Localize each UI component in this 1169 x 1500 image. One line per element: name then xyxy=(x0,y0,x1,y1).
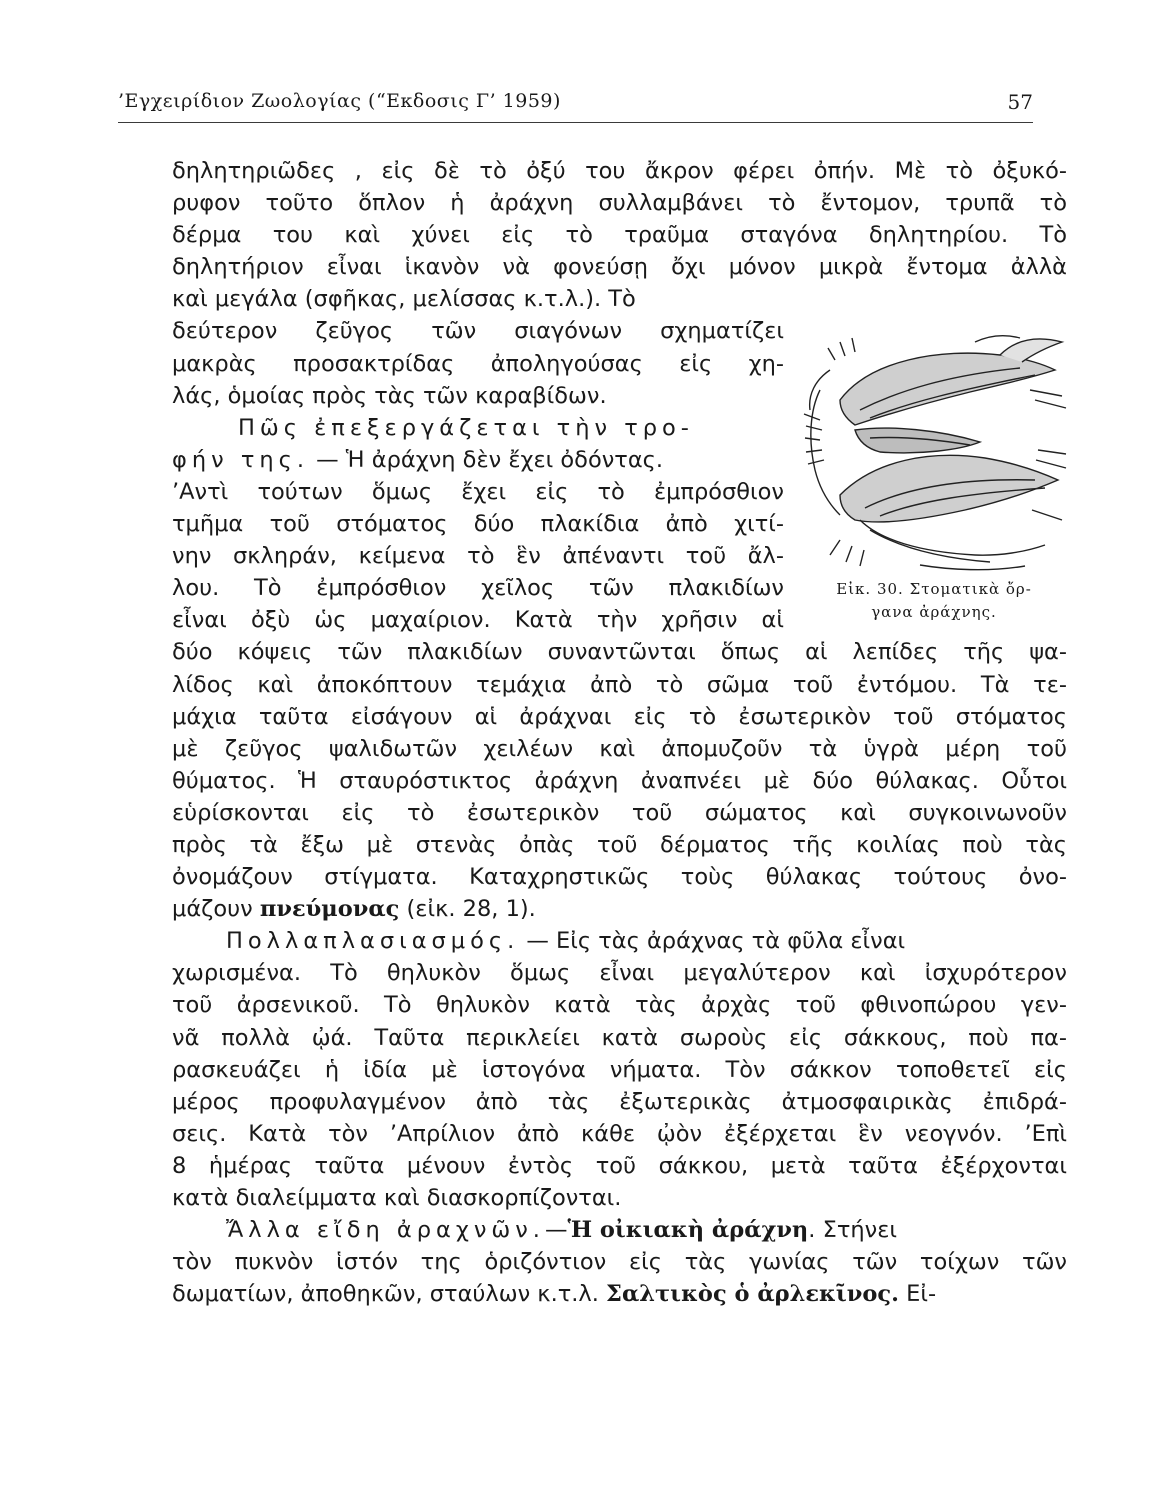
text-run: — Ἡ ἀράχνη δὲν ἔχει ὀδόντας. xyxy=(316,446,664,473)
text-line: δύο κόψεις τῶν πλακιδίων συναντῶνται ὅπως αἱ λεπίδες τῆς ψα- xyxy=(172,639,1067,666)
section-heading: Πολλαπλασιασμός. xyxy=(226,928,520,955)
text-line: λίδος καὶ ἀποκόπτουν τεμάχια ἀπὸ τὸ σῶμα τοῦ ἐντόμου. Τὰ τε- xyxy=(172,671,1067,698)
text-run: μάζουν xyxy=(172,896,260,923)
text-run: δωματίων, ἀποθηκῶν, σταύλων κ.τ.λ. xyxy=(172,1281,607,1308)
text-line: χωρισμένα. Τὸ θηλυκὸν ὅμως εἶναι μεγαλύτερον καὶ ἰσχυρότερον xyxy=(172,960,1067,987)
text-line: λάς, ὁμοίας πρὸς τὰς τῶν καραβίδων. xyxy=(172,382,607,409)
book-title: ’Εγχειρίδιον Ζωολογίας (“Εκδοσις Γ’ 1959) xyxy=(118,90,561,112)
section-heading: Πῶς ἐπεξεργάζεται τὴν τρο- xyxy=(238,414,694,441)
caption-line: Εἰκ. 30. Στοματικὰ ὄρ- xyxy=(836,580,1032,598)
text-line: τὸν πυκνὸν ἱστόν της ὁριζόντιον εἰς τὰς γωνίας τῶν τοίχων τῶν xyxy=(172,1249,1067,1276)
text-line: νην σκληράν, κείμενα τὸ ἓν ἀπέναντι τοῦ ἄλ- xyxy=(172,543,784,570)
text-line: δέρμα του καὶ χύνει εἰς τὸ τραῦμα σταγόνα δηλητηρίου. Τὸ xyxy=(172,222,1067,249)
bold-term: Ἡ οἰκιακὴ ἀράχνη xyxy=(567,1217,809,1244)
bold-term: Σαλτικὸς ὁ ἀρλεκῖνος. xyxy=(606,1281,899,1308)
text-line: τμῆμα τοῦ στόματος δύο πλακίδια ἀπὸ χιτί- xyxy=(172,511,784,538)
text-line xyxy=(172,925,1067,957)
text-line: θύματος. Ἡ σταυρόστικτος ἀράχνη ἀναπνέει μὲ δύο θύλακας. Οὗτοι xyxy=(172,767,1067,794)
text-line: λου. Τὸ ἐμπρόσθιον χεῖλος τῶν πλακιδίων xyxy=(172,575,784,602)
caption-line: γανα ἀράχνης. xyxy=(871,603,997,621)
body-text xyxy=(172,155,1067,1310)
text-line: νᾶ πολλὰ ᾠά. Ταῦτα περικλείει κατὰ σωροὺς εἰς σάκκους, ποὺ πα- xyxy=(172,1024,1067,1051)
text-line: μάχια ταῦτα εἰσάγουν αἱ ἀράχναι εἰς τὸ ἐσωτερικὸν τοῦ στόματος xyxy=(172,703,1067,730)
text-line: τοῦ ἀρσενικοῦ. Τὸ θηλυκὸν κατὰ τὰς ἀρχὰς τοῦ φθινοπώρου γεν- xyxy=(172,992,1067,1019)
text-line: μέρος προφυλαγμένον ἀπὸ τὰς ἐξωτερικὰς ἀτμοσφαιρικὰς ἐπιδρά- xyxy=(172,1088,1067,1115)
text-line: δηλητηριῶδες , εἰς δὲ τὸ ὀξύ του ἄκρον φέρει ὀπήν. Μὲ τὸ ὀξυκό- xyxy=(172,158,1067,184)
text-line xyxy=(172,1214,1067,1246)
text-line: κατὰ διαλείμματα καὶ διασκορπίζονται. xyxy=(172,1185,622,1211)
text-run: (εἰκ. 28, 1). xyxy=(399,896,536,923)
page-number: 57 xyxy=(1007,90,1033,114)
text-line: μακρὰς προσακτρίδας ἀποληγούσας εἰς χη- xyxy=(172,350,784,377)
text-line: εἶναι ὀξὺ ὡς μαχαίριον. Κατὰ τὴν χρῆσιν αἱ xyxy=(172,607,784,634)
section-heading: Ἄλλα εἴδη ἀραχνῶν. xyxy=(226,1217,545,1244)
text-line xyxy=(172,444,784,476)
text-line: ὀνομάζουν στίγματα. Καταχρηστικῶς τοὺς θύλακας τούτους ὀνο- xyxy=(172,864,1067,891)
text-line: πρὸς τὰ ἔξω μὲ στενὰς ὀπὰς τοῦ δέρματος τῆς κοιλίας ποὺ τὰς xyxy=(172,831,1067,858)
bold-term: πνεύμονας xyxy=(259,896,400,923)
text-run: — xyxy=(544,1217,568,1244)
text-run: — Εἰς τὰς ἀράχνας τὰ φῦλα εἶναι xyxy=(519,928,906,955)
text-line: 8 ἡμέρας ταῦτα μένουν ἐντὸς τοῦ σάκκου, μετὰ ταῦτα ἐξέρχονται xyxy=(172,1152,1067,1179)
text-line: δηλητήριον εἶναι ἱκανὸν νὰ φονεύσῃ ὄχι μόνον μικρὰ ἔντομα ἀλλὰ xyxy=(172,254,1067,281)
text-line: εὑρίσκονται εἰς τὸ ἐσωτερικὸν τοῦ σώματος καὶ συγκοινωνοῦν xyxy=(172,799,1067,826)
text-line xyxy=(172,1278,1067,1310)
text-line: σεις. Κατὰ τὸν ’Απρίλιον ἀπὸ κάθε ᾠὸν ἐξέρχεται ἓν νεογνόν. ’Επὶ xyxy=(172,1120,1067,1147)
text-line: μὲ ζεῦγος ψαλιδωτῶν χειλέων καὶ ἀπομυζοῦν τὰ ὑγρὰ μέρη τοῦ xyxy=(172,735,1067,762)
text-line: ρασκευάζει ἡ ἰδία μὲ ἱστογόνα νήματα. Τὸν σάκκον τοποθετεῖ εἰς xyxy=(172,1056,1067,1083)
text-run: Εἰ- xyxy=(898,1281,937,1308)
text-line: ’Αντὶ τούτων ὅμως ἔχει εἰς τὸ ἐμπρόσθιον xyxy=(172,478,784,505)
text-line: δεύτερον ζεῦγος τῶν σιαγόνων σχηματίζει xyxy=(172,318,784,345)
running-header xyxy=(118,90,1033,123)
text-line: ρυφον τοῦτο ὅπλον ἡ ἀράχνη συλλαμβάνει τὸ ἔντομον, τρυπᾶ τὸ xyxy=(172,190,1067,217)
section-heading: φήν της. xyxy=(172,446,309,473)
text-line: καὶ μεγάλα (σφῆκας, μελίσσας κ.τ.λ.). Τὸ xyxy=(172,286,636,313)
text-line xyxy=(172,893,1067,925)
text-run: . Στήνει xyxy=(808,1217,897,1244)
